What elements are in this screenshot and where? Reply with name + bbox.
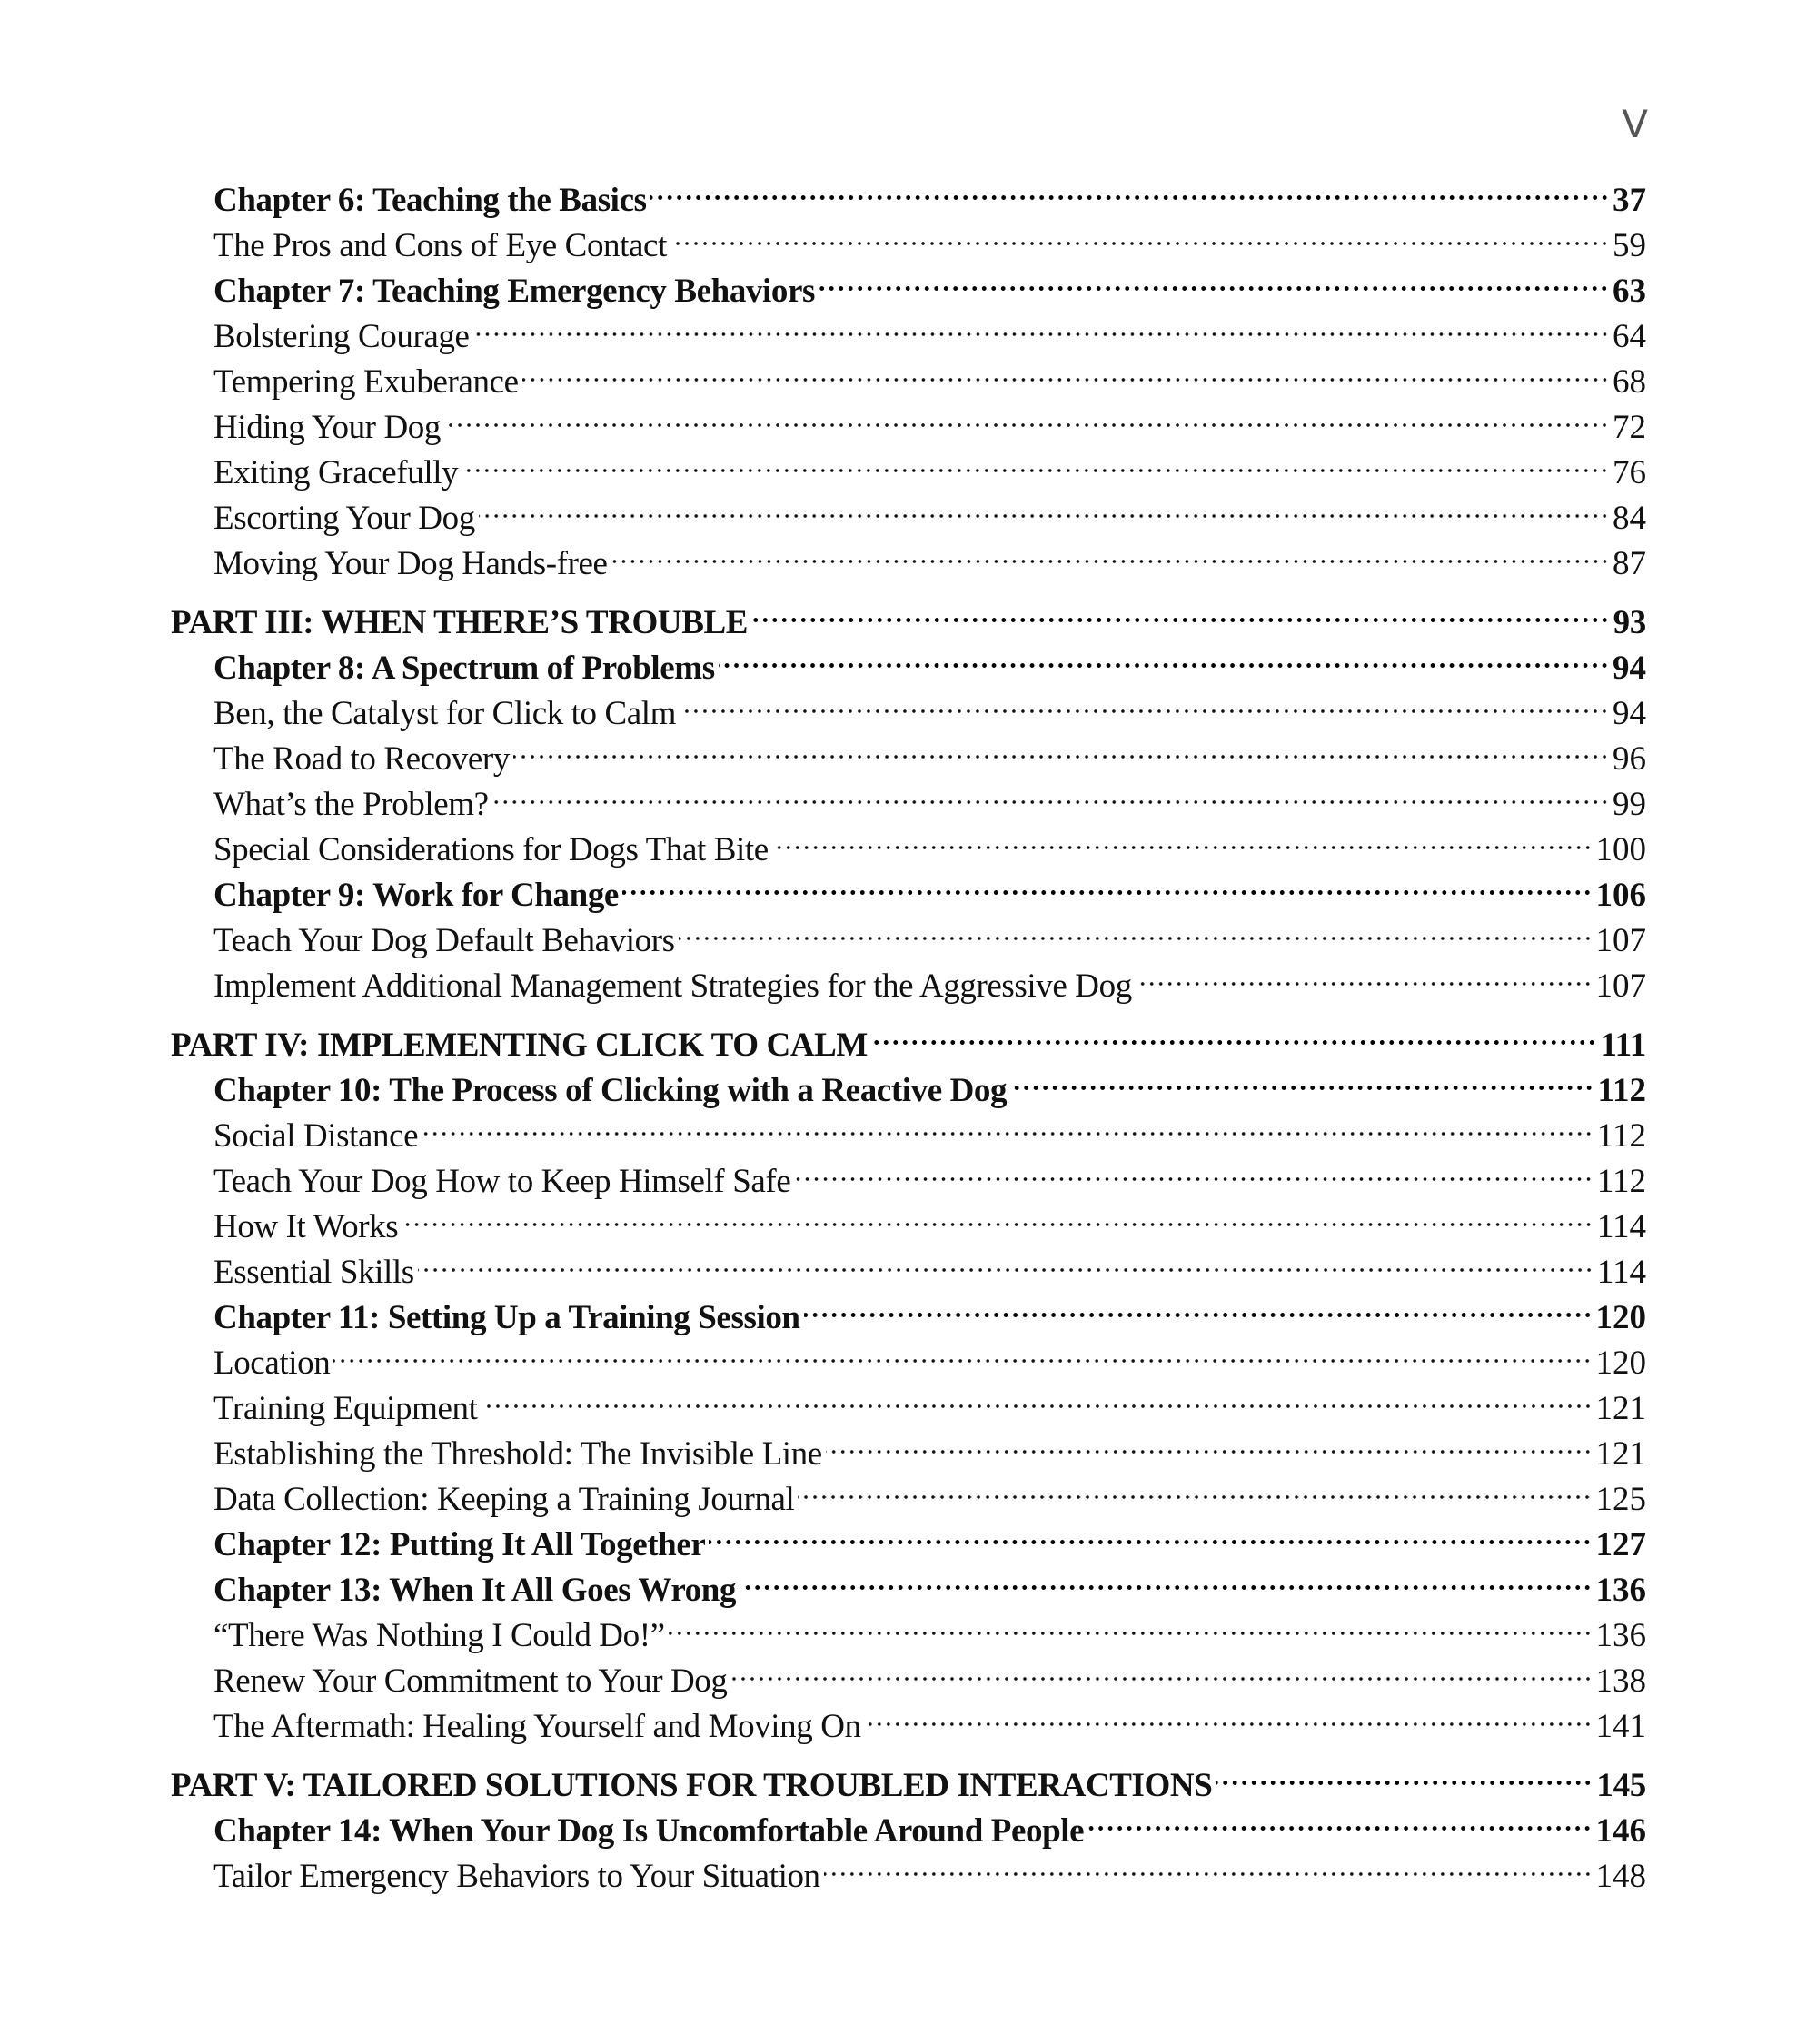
dot-leader [513, 724, 1609, 769]
toc-entry-page-number: 37 [1613, 182, 1646, 219]
toc-entry-page-number: 106 [1595, 877, 1646, 914]
toc-section-entry[interactable] [213, 1419, 1646, 1473]
toc-entry-page-number: 94 [1613, 695, 1646, 732]
toc-entry-title: Teach Your Dog How to Keep Himself Safe [213, 1163, 791, 1200]
toc-entry-page-number: 64 [1613, 318, 1646, 355]
toc-entry-page-number: 100 [1595, 831, 1646, 868]
toc-section-entry[interactable] [213, 1328, 1646, 1382]
toc-entry-page-number: 121 [1595, 1390, 1646, 1427]
dot-leader [772, 815, 1593, 860]
toc-entry-page-number: 68 [1613, 363, 1646, 401]
toc-entry-page-number: 146 [1595, 1812, 1646, 1850]
toc-entry-page-number: 99 [1613, 786, 1646, 823]
toc-chapter-entry[interactable] [213, 1283, 1646, 1336]
toc-section-entry[interactable] [213, 1374, 1646, 1427]
toc-section-entry[interactable] [213, 1464, 1646, 1518]
dot-leader [422, 1101, 1594, 1146]
toc-entry-page-number: 93 [1613, 604, 1646, 641]
dot-leader [479, 483, 1609, 529]
dot-leader [679, 906, 1593, 951]
toc-entry-title: Chapter 11: Setting Up a Training Session [213, 1299, 800, 1336]
toc-part-entry[interactable] [171, 1751, 1646, 1804]
dot-leader [402, 1192, 1594, 1237]
toc-entry-title: Teach Your Dog Default Behaviors [213, 922, 675, 959]
dot-leader [871, 1010, 1597, 1056]
toc-entry-title: Essential Skills [213, 1254, 414, 1291]
toc-section-entry[interactable] [213, 529, 1646, 582]
toc-entry-page-number: 107 [1595, 967, 1646, 1005]
toc-chapter-entry[interactable] [213, 256, 1646, 310]
toc-section-entry[interactable] [213, 1146, 1646, 1200]
dot-leader [462, 438, 1609, 483]
dot-leader [650, 165, 1609, 211]
dot-leader [826, 1419, 1593, 1464]
toc-entry-page-number: 59 [1613, 227, 1646, 264]
dot-leader [670, 211, 1609, 256]
toc-section-entry[interactable] [213, 302, 1646, 355]
dot-leader [731, 1646, 1593, 1692]
dot-leader [794, 1146, 1594, 1192]
dot-leader [444, 392, 1609, 438]
toc-entry-page-number: 120 [1595, 1344, 1646, 1382]
dot-leader [804, 1283, 1593, 1328]
toc-entry-title: Chapter 14: When Your Dog Is Uncomfortable Around People [213, 1812, 1085, 1850]
toc-entry-title: Chapter 7: Teaching Emergency Behaviors [213, 273, 816, 310]
toc-entry-title: Location [213, 1344, 331, 1382]
toc-entry-title: Ben, the Catalyst for Click to Calm [213, 695, 677, 732]
toc-entry-title: Training Equipment [213, 1390, 478, 1427]
toc-section-entry[interactable] [213, 1646, 1646, 1700]
toc-entry-page-number: 112 [1596, 1163, 1646, 1200]
toc-entry-page-number: 121 [1595, 1435, 1646, 1473]
dot-leader [1010, 1056, 1594, 1101]
toc-entry-title: Establishing the Threshold: The Invisible Line [213, 1435, 822, 1473]
toc-part-entry[interactable] [171, 588, 1646, 641]
toc-entry-page-number: 84 [1613, 500, 1646, 537]
toc-chapter-entry[interactable] [213, 1796, 1646, 1850]
page-number: V [1622, 102, 1648, 146]
toc-section-entry[interactable] [213, 438, 1646, 491]
dot-leader [611, 529, 1609, 574]
toc-entry-page-number: 120 [1595, 1299, 1646, 1336]
toc-chapter-entry[interactable] [213, 1555, 1646, 1609]
toc-entry-title: PART IV: IMPLEMENTING CLICK TO CALM [171, 1027, 868, 1064]
toc-entry-title: Bolstering Courage [213, 318, 470, 355]
toc-entry-title: Data Collection: Keeping a Training Journal [213, 1481, 795, 1518]
dot-leader [865, 1692, 1593, 1737]
toc-entry-title: The Pros and Cons of Eye Contact [213, 227, 667, 264]
toc-entry-page-number: 87 [1613, 545, 1646, 582]
toc-entry-title: Tailor Emergency Behaviors to Your Situation [213, 1858, 820, 1895]
toc-entry-page-number: 127 [1595, 1526, 1646, 1563]
toc-part-entry[interactable] [171, 1010, 1646, 1064]
toc-section-entry[interactable] [213, 1192, 1646, 1245]
toc-chapter-entry[interactable] [213, 1510, 1646, 1563]
dot-leader [669, 1601, 1593, 1646]
toc-section-entry[interactable] [213, 483, 1646, 537]
toc-section-entry[interactable] [213, 1237, 1646, 1291]
toc-entry-title: Implement Additional Management Strategies for the Aggressive Dog [213, 967, 1132, 1005]
toc-entry-title: What’s the Problem? [213, 786, 489, 823]
toc-entry-page-number: 114 [1596, 1254, 1646, 1291]
toc-entry-title: The Aftermath: Healing Yourself and Moving On [213, 1708, 861, 1745]
toc-entry-page-number: 136 [1595, 1617, 1646, 1654]
dot-leader [492, 769, 1609, 815]
dot-leader [622, 860, 1593, 906]
toc-entry-title: Chapter 8: A Spectrum of Problems [213, 650, 715, 687]
dot-leader [522, 347, 1609, 392]
toc-entry-title: Hiding Your Dog [213, 409, 441, 446]
toc-entry-page-number: 112 [1596, 1117, 1646, 1155]
toc-chapter-entry[interactable] [213, 1056, 1646, 1109]
dot-leader [719, 633, 1609, 679]
toc-entry-page-number: 138 [1595, 1662, 1646, 1700]
dot-leader [333, 1328, 1592, 1374]
dot-leader [709, 1510, 1592, 1555]
dot-leader [482, 1374, 1593, 1419]
toc-entry-title: Tempering Exuberance [213, 363, 519, 401]
toc-entry-page-number: 107 [1595, 922, 1646, 959]
dot-leader [824, 1841, 1593, 1887]
toc-entry-title: Renew Your Commitment to Your Dog [213, 1662, 728, 1700]
toc-chapter-entry[interactable] [213, 633, 1646, 687]
dot-leader [1216, 1751, 1593, 1796]
toc-section-entry[interactable] [213, 1841, 1646, 1895]
toc-section-entry[interactable] [213, 1601, 1646, 1654]
toc-section-entry[interactable] [213, 392, 1646, 446]
toc-entry-page-number: 125 [1595, 1481, 1646, 1518]
toc-chapter-entry[interactable] [213, 860, 1646, 914]
toc-entry-page-number: 96 [1613, 740, 1646, 778]
toc-section-entry[interactable] [213, 347, 1646, 401]
toc-entry-page-number: 94 [1613, 650, 1646, 687]
toc-entry-page-number: 136 [1595, 1572, 1646, 1609]
toc-entry-title: Special Considerations for Dogs That Bite [213, 831, 769, 868]
toc-entry-title: PART V: TAILORED SOLUTIONS FOR TROUBLED INTERACTIONS [171, 1767, 1213, 1804]
dot-leader [473, 302, 1609, 347]
toc-section-entry[interactable] [213, 951, 1646, 1005]
dot-leader [751, 588, 1610, 633]
toc-chapter-entry[interactable] [213, 165, 1646, 219]
toc-entry-page-number: 148 [1595, 1858, 1646, 1895]
toc-section-entry[interactable] [213, 815, 1646, 868]
toc-section-entry[interactable] [213, 906, 1646, 959]
dot-leader [680, 679, 1609, 724]
toc-entry-page-number: 141 [1595, 1708, 1646, 1745]
toc-entry-title: How It Works [213, 1208, 399, 1245]
toc-entry-page-number: 72 [1613, 409, 1646, 446]
dot-leader [1136, 951, 1593, 997]
dot-leader [798, 1464, 1592, 1510]
dot-leader [418, 1237, 1594, 1283]
toc-entry-title: Chapter 10: The Process of Clicking with a Reactive Dog [213, 1072, 1008, 1109]
toc-entry-title: PART III: WHEN THERE’S TROUBLE [171, 604, 749, 641]
toc-section-entry[interactable] [213, 769, 1646, 823]
dot-leader [819, 256, 1609, 302]
toc-section-entry[interactable] [213, 1692, 1646, 1745]
toc-entry-title: Chapter 9: Work for Change [213, 877, 619, 914]
toc-entry-title: The Road to Recovery [213, 740, 510, 778]
toc-entry-title: Chapter 12: Putting It All Together [213, 1526, 706, 1563]
toc-entry-title: Escorting Your Dog [213, 500, 475, 537]
toc-section-entry[interactable] [213, 724, 1646, 778]
toc-entry-page-number: 112 [1597, 1072, 1646, 1109]
toc-section-entry[interactable] [213, 211, 1646, 264]
toc-entry-title: Moving Your Dog Hands-free [213, 545, 608, 582]
toc-section-entry[interactable] [213, 679, 1646, 732]
toc-entry-title: Exiting Gracefully [213, 454, 459, 491]
toc-section-entry[interactable] [213, 1101, 1646, 1155]
dot-leader [740, 1555, 1592, 1601]
toc-entry-page-number: 76 [1613, 454, 1646, 491]
toc-entry-title: Chapter 6: Teaching the Basics [213, 182, 647, 219]
toc-entry-page-number: 111 [1600, 1027, 1646, 1064]
toc-entry-title: Social Distance [213, 1117, 419, 1155]
toc-entry-page-number: 63 [1613, 273, 1646, 310]
toc-entry-page-number: 114 [1596, 1208, 1646, 1245]
toc-entry-title: “There Was Nothing I Could Do!” [213, 1617, 665, 1654]
toc-entry-title: Chapter 13: When It All Goes Wrong [213, 1572, 737, 1609]
toc-entry-page-number: 145 [1596, 1767, 1646, 1804]
dot-leader [1087, 1796, 1592, 1841]
